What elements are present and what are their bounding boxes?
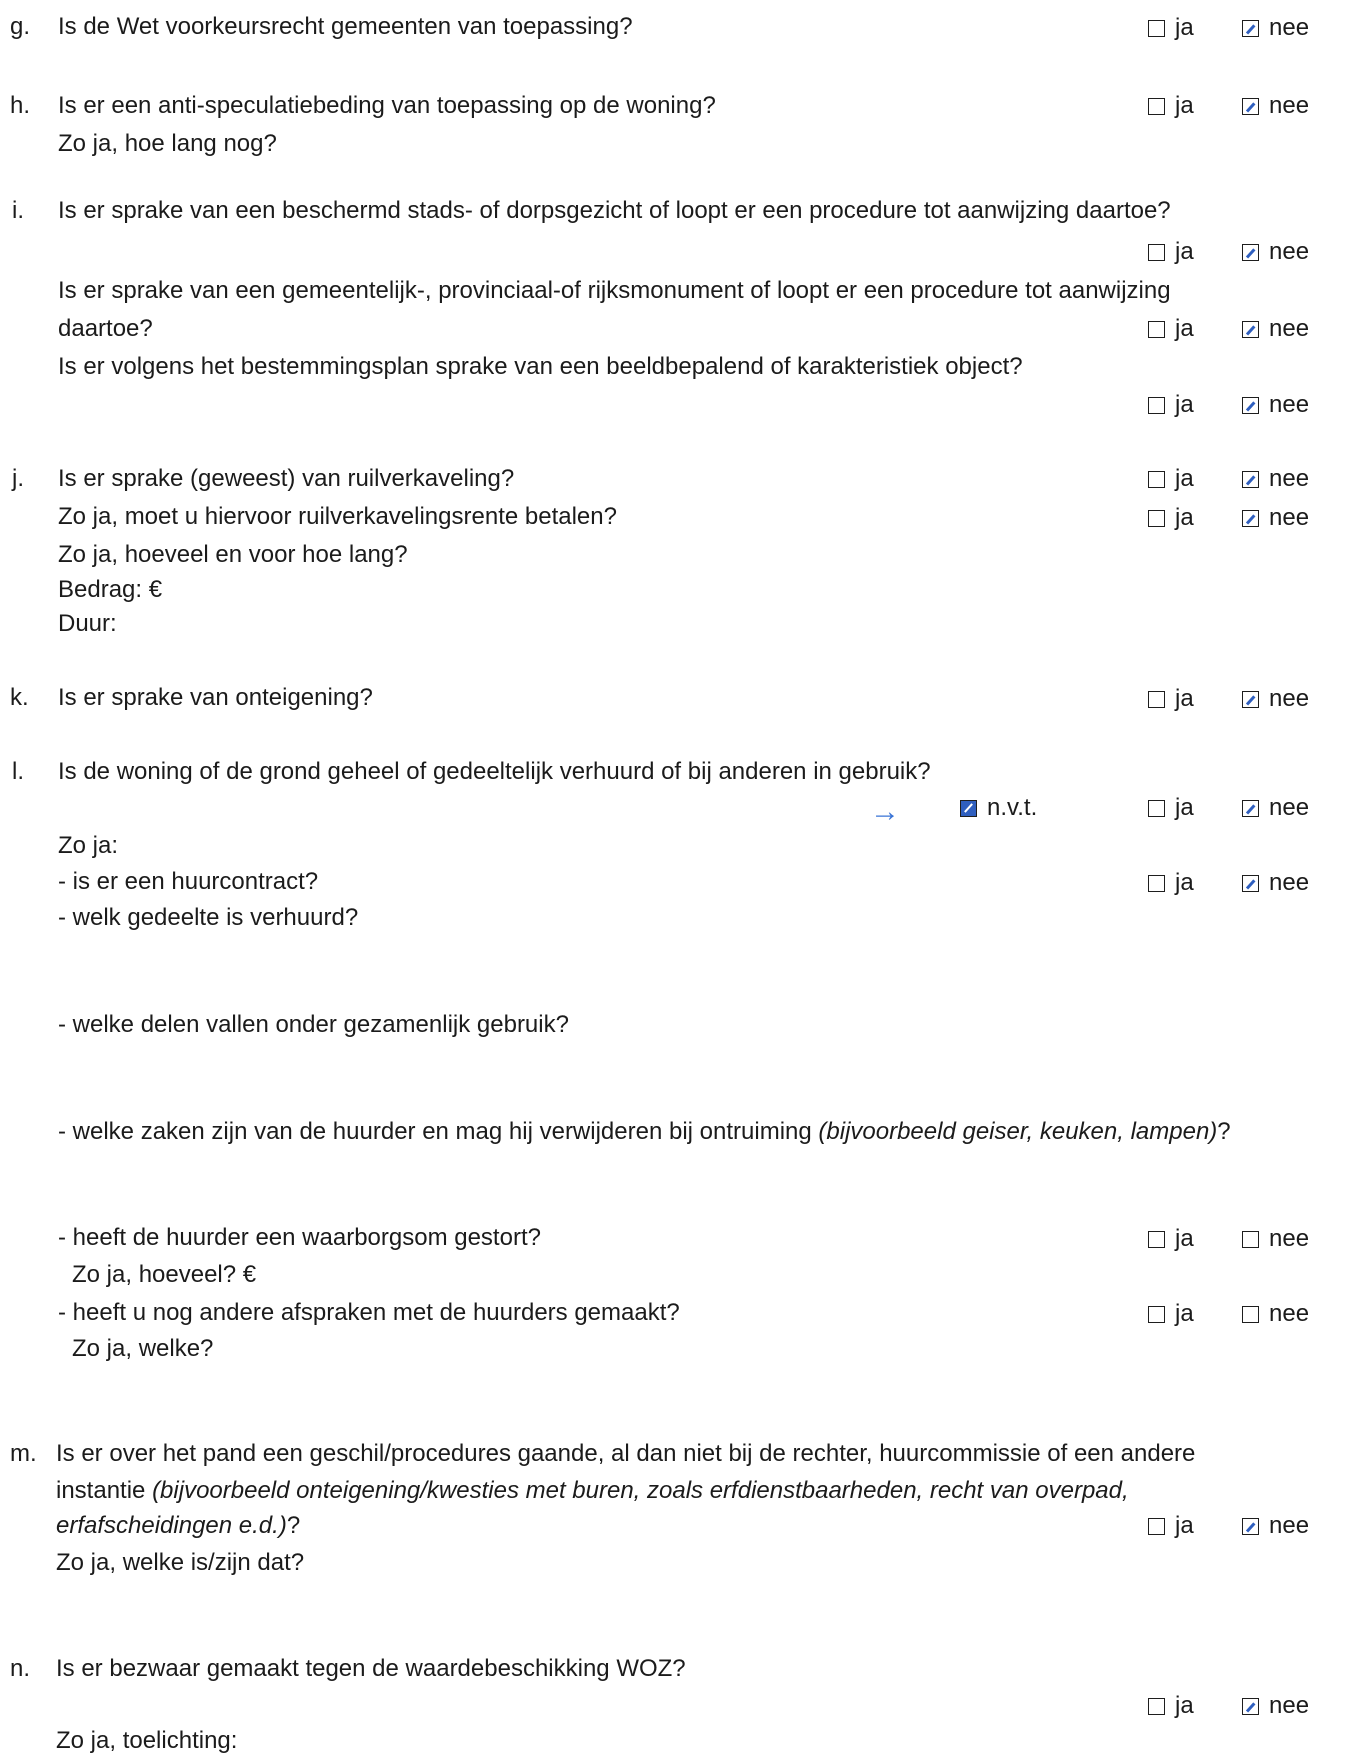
checkbox-m-nee[interactable]: nee bbox=[1242, 1512, 1309, 1540]
question-i-text2-line1: Is er sprake van een gemeentelijk-, provinciaal-of rijksmonument of loopt er een procedure tot aanwijzing bbox=[58, 277, 1171, 304]
question-l-welke: Zo ja, welke? bbox=[72, 1335, 214, 1362]
checkbox-j2-nee[interactable]: nee bbox=[1242, 504, 1309, 532]
question-j-sub1: Zo ja, moet u hiervoor ruilverkavelingsrente betalen? bbox=[58, 503, 617, 530]
question-l-zaken: - welke zaken zijn van de huurder en mag hij verwijderen bij ontruiming (bijvoorbeeld geiser, keuken, lampen)? bbox=[58, 1118, 1231, 1145]
checkbox-n-ja[interactable]: ja bbox=[1148, 1692, 1194, 1720]
question-h-letter: h. bbox=[10, 92, 31, 119]
checkbox-i2-ja[interactable]: ja bbox=[1148, 315, 1194, 343]
question-l-gezamenlijk: - welke delen vallen onder gezamenlijk gebruik? bbox=[58, 1011, 569, 1038]
checkbox-h-nee[interactable]: nee bbox=[1242, 92, 1309, 120]
checkbox-j1-ja[interactable]: ja bbox=[1148, 465, 1194, 493]
checked-checkbox-icon bbox=[1242, 98, 1259, 115]
checked-checkbox-icon bbox=[1242, 471, 1259, 488]
question-g-text: Is de Wet voorkeursrecht gemeenten van toepassing? bbox=[58, 13, 633, 40]
question-j-text: Is er sprake (geweest) van ruilverkaveling? bbox=[58, 465, 515, 492]
question-h-sub: Zo ja, hoe lang nog? bbox=[58, 130, 277, 157]
checkbox-i2-nee[interactable]: nee bbox=[1242, 315, 1309, 343]
checkbox-i3-ja[interactable]: ja bbox=[1148, 391, 1194, 419]
question-l-zoja: Zo ja: bbox=[58, 832, 119, 859]
checked-checkbox-icon bbox=[1242, 510, 1259, 527]
checkbox-icon bbox=[1148, 98, 1165, 115]
question-i-letter: i. bbox=[12, 197, 24, 224]
question-k-letter: k. bbox=[10, 684, 29, 711]
question-j-letter: j. bbox=[12, 465, 24, 492]
question-m-line2: instantie (bijvoorbeeld onteigening/kwesties met buren, zoals erfdienstbaarheden, recht van overpad, bbox=[56, 1477, 1129, 1504]
checkbox-icon bbox=[1148, 1306, 1165, 1323]
checkbox-i1-nee[interactable]: nee bbox=[1242, 238, 1309, 266]
question-l-text: Is de woning of de grond geheel of gedeeltelijk verhuurd of bij anderen in gebruik? bbox=[58, 758, 931, 785]
question-g-letter: g. bbox=[10, 13, 31, 40]
checkbox-h-ja[interactable]: ja bbox=[1148, 92, 1194, 120]
checkbox-l-huur-nee[interactable]: nee bbox=[1242, 869, 1309, 897]
checked-checkbox-icon bbox=[1242, 800, 1259, 817]
checkbox-l-nee[interactable]: nee bbox=[1242, 794, 1309, 822]
question-l-waarborg: - heeft de huurder een waarborgsom gestort? bbox=[58, 1224, 541, 1251]
checkbox-icon bbox=[1148, 244, 1165, 261]
checkbox-l-afspraken-ja[interactable]: ja bbox=[1148, 1300, 1194, 1328]
question-i-text: Is er sprake van een beschermd stads- of dorpsgezicht of loopt er een procedure tot aanwijzing daartoe? bbox=[58, 197, 1171, 224]
question-i-text3: Is er volgens het bestemmingsplan sprake van een beeldbepalend of karakteristiek object? bbox=[58, 353, 1023, 380]
checkbox-icon bbox=[1242, 1306, 1259, 1323]
question-n-sub: Zo ja, toelichting: bbox=[56, 1727, 238, 1754]
checkbox-icon bbox=[1148, 321, 1165, 338]
checked-checkbox-icon bbox=[1242, 1698, 1259, 1715]
checkbox-j1-nee[interactable]: nee bbox=[1242, 465, 1309, 493]
checkbox-n-nee[interactable]: nee bbox=[1242, 1692, 1309, 1720]
question-l-hoeveel: Zo ja, hoeveel? € bbox=[72, 1261, 257, 1288]
question-l-huurcontract: - is er een huurcontract? bbox=[58, 868, 319, 895]
checkbox-g-nee[interactable]: nee bbox=[1242, 14, 1309, 42]
checkbox-k-nee[interactable]: nee bbox=[1242, 685, 1309, 713]
checkbox-icon bbox=[1148, 1231, 1165, 1248]
checked-checkbox-icon bbox=[1242, 397, 1259, 414]
checkbox-icon bbox=[1148, 397, 1165, 414]
question-m-sub: Zo ja, welke is/zijn dat? bbox=[56, 1549, 305, 1576]
question-m-line1: Is er over het pand een geschil/procedures gaande, al dan niet bij de rechter, huurcommissie of een andere bbox=[56, 1440, 1196, 1467]
question-m-line3: erfafscheidingen e.d.)? bbox=[56, 1512, 301, 1539]
checkbox-icon bbox=[1148, 875, 1165, 892]
checkbox-i1-ja[interactable]: ja bbox=[1148, 238, 1194, 266]
checked-checkbox-icon bbox=[1242, 321, 1259, 338]
checkbox-l-huur-ja[interactable]: ja bbox=[1148, 869, 1194, 897]
question-j-bedrag: Bedrag: € bbox=[58, 576, 163, 603]
question-h-text: Is er een anti-speculatiebeding van toepassing op de woning? bbox=[58, 92, 716, 119]
checkbox-m-ja[interactable]: ja bbox=[1148, 1512, 1194, 1540]
checked-checkbox-icon bbox=[960, 800, 977, 817]
checkbox-icon bbox=[1148, 1518, 1165, 1535]
checked-checkbox-icon bbox=[1242, 20, 1259, 37]
question-j-duur: Duur: bbox=[58, 610, 117, 637]
checkbox-i3-nee[interactable]: nee bbox=[1242, 391, 1309, 419]
checkbox-l-ja[interactable]: ja bbox=[1148, 794, 1194, 822]
checkbox-icon bbox=[1148, 1698, 1165, 1715]
checkbox-l-waarborg-nee[interactable]: nee bbox=[1242, 1225, 1309, 1253]
arrow-icon: → bbox=[870, 795, 900, 828]
checked-checkbox-icon bbox=[1242, 691, 1259, 708]
checked-checkbox-icon bbox=[1242, 244, 1259, 261]
question-m-letter: m. bbox=[10, 1440, 37, 1467]
question-l-gedeelte: - welk gedeelte is verhuurd? bbox=[58, 904, 359, 931]
question-i-text2-line2: daartoe? bbox=[58, 315, 153, 342]
checkbox-l-waarborg-ja[interactable]: ja bbox=[1148, 1225, 1194, 1253]
checkbox-icon bbox=[1148, 691, 1165, 708]
checkbox-icon bbox=[1242, 1231, 1259, 1248]
checkbox-g-ja[interactable]: ja bbox=[1148, 14, 1194, 42]
checkbox-icon bbox=[1148, 20, 1165, 37]
checked-checkbox-icon bbox=[1242, 1518, 1259, 1535]
question-n-letter: n. bbox=[10, 1655, 31, 1682]
checked-checkbox-icon bbox=[1242, 875, 1259, 892]
checkbox-icon bbox=[1148, 471, 1165, 488]
checkbox-l-afspraken-nee[interactable]: nee bbox=[1242, 1300, 1309, 1328]
question-l-letter: l. bbox=[12, 758, 24, 785]
checkbox-l-nvt[interactable]: n.v.t. bbox=[960, 794, 1037, 822]
checkbox-icon bbox=[1148, 800, 1165, 817]
question-k-text: Is er sprake van onteigening? bbox=[58, 684, 373, 711]
checkbox-k-ja[interactable]: ja bbox=[1148, 685, 1194, 713]
question-j-sub2: Zo ja, hoeveel en voor hoe lang? bbox=[58, 541, 408, 568]
checkbox-j2-ja[interactable]: ja bbox=[1148, 504, 1194, 532]
question-n-text: Is er bezwaar gemaakt tegen de waardebeschikking WOZ? bbox=[56, 1655, 686, 1682]
checkbox-icon bbox=[1148, 510, 1165, 527]
question-l-afspraken: - heeft u nog andere afspraken met de huurders gemaakt? bbox=[58, 1299, 680, 1326]
